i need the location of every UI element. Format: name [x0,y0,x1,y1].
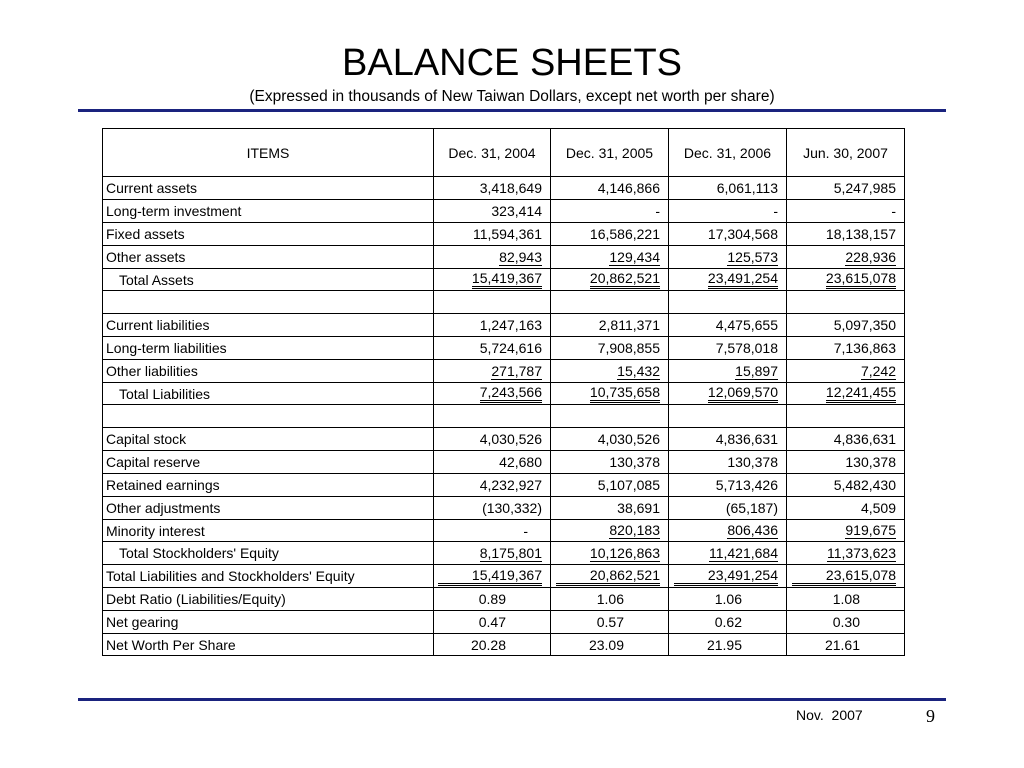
cell-text: 7,242 [860,362,896,379]
row-label: Total Stockholders' Equity [103,542,434,565]
row-label: Net gearing [103,611,434,634]
empty-cell [103,291,434,314]
cell-value: 17,304,568 [669,223,787,246]
cell-value: - [434,520,551,542]
empty-cell [103,405,434,428]
cell-value [669,542,787,565]
bottom-divider [78,698,946,701]
ratio-row [103,588,905,611]
cell-value: 4,030,526 [434,428,551,451]
cell-value [787,520,905,542]
cell-value: 130,378 [787,451,905,474]
cell-value: 21.95 [669,634,787,656]
cell-value [669,269,787,291]
table-row [103,474,905,497]
cell-value: 5,482,430 [787,474,905,497]
cell-value: 323,414 [434,200,551,223]
top-divider [78,109,946,112]
column-header: Dec. 31, 2006 [669,129,787,177]
cell-text: 23,491,254 [674,567,778,586]
cell-text: 228,936 [845,248,896,265]
cell-value: 21.61 [787,634,905,656]
row-label: Total Liabilities and Stockholders' Equity [103,565,434,588]
column-header: Jun. 30, 2007 [787,129,905,177]
cell-value [787,542,905,565]
row-label: Current liabilities [103,314,434,337]
cell-value: (65,187) [669,497,787,520]
cell-value: 1.08 [787,588,905,611]
row-label: Fixed assets [103,223,434,246]
table-row [103,246,905,269]
cell-value: 1,247,163 [434,314,551,337]
page-subtitle: (Expressed in thousands of New Taiwan Dollars, except net worth per share) [249,88,775,105]
cell-value [551,246,669,269]
ratio-row [103,634,905,656]
cell-text: 11,373,623 [826,544,896,561]
cell-value: 20.28 [434,634,551,656]
cell-text: 15,419,367 [438,567,542,586]
cell-value: 2,811,371 [551,314,669,337]
header-row [103,129,905,177]
cell-value: 38,691 [551,497,669,520]
total-row [103,269,905,291]
cell-value: - [787,200,905,223]
cell-value: 5,107,085 [551,474,669,497]
row-label: Net Worth Per Share [103,634,434,656]
cell-value [434,269,551,291]
cell-value: 16,586,221 [551,223,669,246]
page-title: BALANCE SHEETS [342,42,682,84]
cell-value: 23.09 [551,634,669,656]
cell-value [551,565,669,588]
cell-text: 11,421,684 [708,544,778,561]
cell-value: 4,475,655 [669,314,787,337]
cell-text: 7,243,566 [480,384,542,403]
row-label: Capital stock [103,428,434,451]
cell-value: 0.62 [669,611,787,634]
cell-value: 130,378 [669,451,787,474]
cell-value: 1.06 [551,588,669,611]
cell-value: 0.47 [434,611,551,634]
column-header: ITEMS [103,129,434,177]
cell-value: 0.30 [787,611,905,634]
ratio-row [103,611,905,634]
cell-value: 0.57 [551,611,669,634]
cell-value [551,383,669,405]
empty-cell [551,291,669,314]
cell-value: 5,724,616 [434,337,551,360]
cell-value [787,269,905,291]
cell-value [669,360,787,383]
cell-value: 1.06 [669,588,787,611]
cell-value: - [669,200,787,223]
row-label: Total Assets [103,269,434,291]
cell-value [434,360,551,383]
cell-value: 4,232,927 [434,474,551,497]
cell-value [551,360,669,383]
empty-cell [787,405,905,428]
cell-text: 10,735,658 [590,384,660,403]
page-number: 9 [926,706,935,726]
row-label: Current assets [103,177,434,200]
table-row [103,520,905,542]
table-row [103,497,905,520]
row-label: Debt Ratio (Liabilities/Equity) [103,588,434,611]
cell-text: 15,897 [735,362,778,379]
cell-text: 15,419,367 [472,270,542,289]
cell-text: 820,183 [609,522,660,538]
row-label: Total Liabilities [103,383,434,405]
table-row [103,428,905,451]
cell-value: 5,247,985 [787,177,905,200]
spacer-row [103,291,905,314]
cell-text: 12,241,455 [826,384,896,403]
table-row [103,177,905,200]
cell-value [434,565,551,588]
cell-value [551,542,669,565]
table-row [103,337,905,360]
cell-value: 6,061,113 [669,177,787,200]
cell-value [669,520,787,542]
cell-value: (130,332) [434,497,551,520]
cell-value [787,565,905,588]
cell-value: 18,138,157 [787,223,905,246]
cell-text: 23,491,254 [708,270,778,289]
empty-cell [787,291,905,314]
row-label: Other adjustments [103,497,434,520]
cell-value: 130,378 [551,451,669,474]
cell-value: 42,680 [434,451,551,474]
cell-text: 20,862,521 [590,270,660,289]
cell-text: 129,434 [609,248,660,265]
cell-value: 4,836,631 [669,428,787,451]
cell-text: 10,126,863 [589,544,660,561]
cell-value: 3,418,649 [434,177,551,200]
cell-value [669,246,787,269]
cell-text: 15,432 [617,362,660,379]
cell-value: 4,836,631 [787,428,905,451]
cell-text: 23,615,078 [826,270,896,289]
table-row [103,360,905,383]
empty-cell [434,291,551,314]
cell-value [669,383,787,405]
cell-value [434,246,551,269]
row-label: Minority interest [103,520,434,542]
empty-cell [669,291,787,314]
total-row [103,542,905,565]
table-row [103,451,905,474]
row-label: Long-term liabilities [103,337,434,360]
cell-text: 919,675 [845,522,896,538]
column-header: Dec. 31, 2004 [434,129,551,177]
empty-cell [669,405,787,428]
cell-text: 8,175,801 [479,544,542,561]
cell-value [434,383,551,405]
cell-text: 806,436 [727,522,778,538]
cell-value [551,269,669,291]
cell-value: 7,578,018 [669,337,787,360]
cell-value: 5,713,426 [669,474,787,497]
cell-value [669,565,787,588]
cell-value: 4,146,866 [551,177,669,200]
cell-text: 125,573 [727,248,778,265]
cell-value [787,360,905,383]
cell-value: 4,030,526 [551,428,669,451]
row-label: Capital reserve [103,451,434,474]
table-row [103,314,905,337]
cell-value [787,383,905,405]
cell-value: 11,594,361 [434,223,551,246]
spacer-row [103,405,905,428]
cell-value: 7,908,855 [551,337,669,360]
balance-sheet-table [102,128,905,656]
row-label: Retained earnings [103,474,434,497]
column-header: Dec. 31, 2005 [551,129,669,177]
cell-value: 7,136,863 [787,337,905,360]
empty-cell [434,405,551,428]
cell-value [787,246,905,269]
table-row [103,223,905,246]
footer-date: Nov. 2007 [796,707,863,723]
cell-value: 5,097,350 [787,314,905,337]
row-label: Other assets [103,246,434,269]
row-label: Other liabilities [103,360,434,383]
cell-value: - [551,200,669,223]
cell-text: 23,615,078 [792,567,896,586]
cell-text: 82,943 [499,248,542,265]
cell-text: 12,069,570 [708,384,778,403]
cell-value: 4,509 [787,497,905,520]
cell-value: 0.89 [434,588,551,611]
table-row [103,200,905,223]
cell-value [434,542,551,565]
grand-total-row [103,565,905,588]
empty-cell [551,405,669,428]
cell-text: 20,862,521 [556,567,660,586]
cell-text: 271,787 [491,362,542,379]
row-label: Long-term investment [103,200,434,223]
cell-value [551,520,669,542]
total-row [103,383,905,405]
